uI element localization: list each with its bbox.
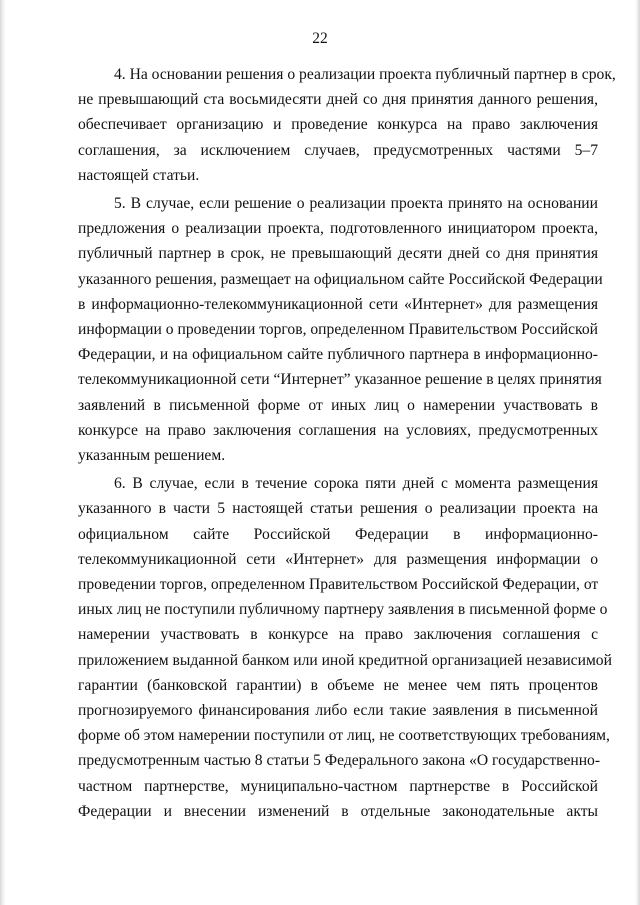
text-line: частном партнерстве, муниципально-частном партнерстве в Российской xyxy=(78,777,598,795)
text-line: телекоммуникационной сети “Интернет” указанное решение в целях принятия xyxy=(78,371,602,389)
text-line: Федерации и внесении изменений в отдельные законодательные акты xyxy=(78,802,598,820)
text-line: не превышающий ста восьмидесяти дней со дня принятия данного решения, xyxy=(78,91,598,109)
paragraph-4 xyxy=(78,62,616,188)
text-line: гарантии (банковской гарантии) в объеме не менее чем пять процентов xyxy=(78,676,598,694)
text-line: форме об этом намерении поступили от лиц, не соответствующих требованиям, xyxy=(78,727,610,745)
scan-edge-left xyxy=(0,0,6,905)
scan-edge-right xyxy=(635,0,640,905)
text-line: предусмотренным частью 8 статьи 5 Федерального закона «О государственно- xyxy=(78,752,601,770)
text-line: официальном сайте Российской Федерации в информационно- xyxy=(78,525,598,543)
text-line: иных лиц не поступили публичному партнеру заявления в письменной форме о xyxy=(78,601,608,619)
text-line: настоящей статьи. xyxy=(78,166,200,184)
text-line: предложения о реализации проекта, подготовленного инициатором проекта, xyxy=(78,220,598,238)
text-line: заявлений в письменной форме от иных лиц о намерении участвовать в xyxy=(78,396,598,414)
paragraph-5 xyxy=(78,191,603,468)
text-line: Федерации, и на официальном сайте публичного партнера в информационно- xyxy=(78,346,598,364)
text-line: проведении торгов, определенном Правительством Российской Федерации, от xyxy=(78,576,599,594)
text-line: приложением выданной банком или иной кредитной организацией независимой xyxy=(78,651,612,669)
text-line: указанного решения, размещает на официальном сайте Российской Федерации xyxy=(78,270,603,288)
text-line: информации о проведении торгов, определенном Правительством Российской xyxy=(78,321,598,339)
text-line: прогнозируемого финансирования либо если такие заявления в письменной xyxy=(78,702,598,720)
text-line: указанным решением. xyxy=(78,447,226,465)
text-line: 4. На основании решения о реализации проекта публичный партнер в срок, xyxy=(114,66,616,83)
text-line: публичный партнер в срок, не превышающий десяти дней со дня принятия xyxy=(78,245,598,263)
text-line: 5. В случае, если решение о реализации проекта принято на основании xyxy=(114,195,598,213)
text-line: указанного в части 5 настоящей статьи решения о реализации проекта на xyxy=(78,500,598,518)
page-number: 22 xyxy=(312,30,328,47)
text-line: 6. В случае, если в течение сорока пяти дней с момента размещения xyxy=(114,475,598,493)
paragraph-6 xyxy=(78,471,612,824)
text-line: обеспечивает организацию и проведение конкурса на право заключения xyxy=(78,116,598,134)
document-body xyxy=(78,62,616,824)
text-line: в информационно-телекоммуникационной сети «Интернет» для размещения xyxy=(78,295,598,313)
text-line: соглашения, за исключением случаев, предусмотренных частями 5–7 xyxy=(78,141,598,159)
text-line: намерении участвовать в конкурсе на право заключения соглашения с xyxy=(78,626,598,644)
text-line: телекоммуникационной сети «Интернет» для размещения информации о xyxy=(78,550,598,568)
text-line: конкурсе на право заключения соглашения на условиях, предусмотренных xyxy=(78,421,598,439)
